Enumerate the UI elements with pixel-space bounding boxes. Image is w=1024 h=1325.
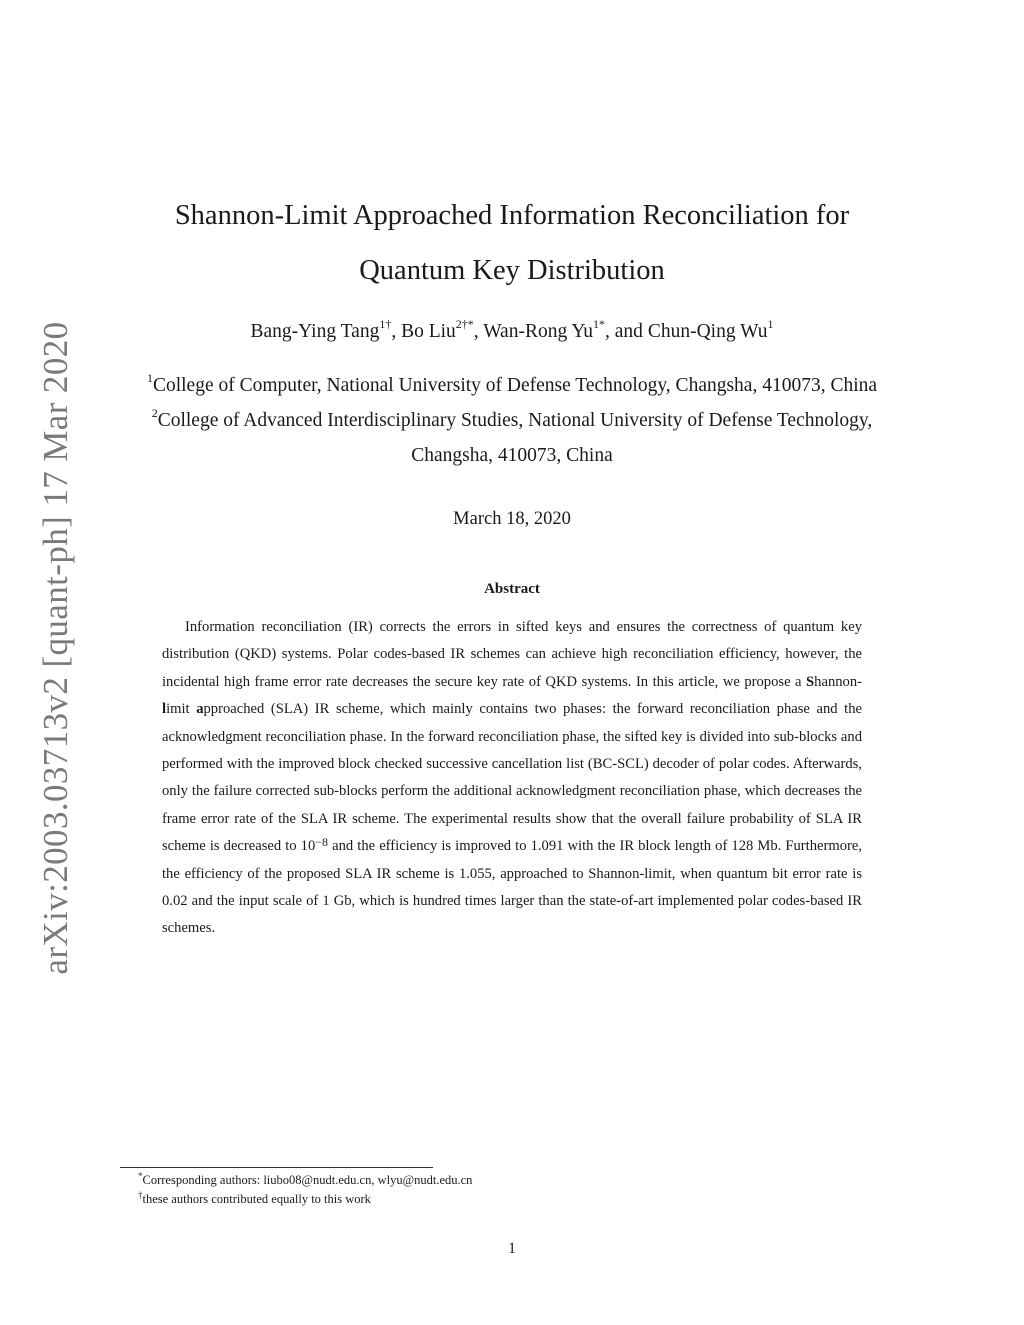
abstract-emphasis: S bbox=[806, 673, 815, 690]
abstract-heading: Abstract bbox=[484, 581, 540, 597]
affiliation-2-cont: Changsha, 410073, China bbox=[411, 445, 613, 466]
arxiv-stamp: arXiv:2003.03713v2 [quant-ph] 17 Mar 2020 bbox=[36, 321, 75, 975]
abstract-text: Information reconciliation (IR) corrects the errors in sifted keys and ensures the correctness of quantum key distribution (QKD) systems. Polar codes-based IR schemes can achieve high reconciliation efficiency, however, the incidental high frame error rate decreases the secure key rate of QKD systems. In this article, we propose a bbox=[162, 619, 862, 690]
paper-title-line2: Quantum Key Distribution bbox=[359, 255, 665, 286]
footnote-rule bbox=[120, 1167, 433, 1168]
paper-title-line1: Shannon-Limit Approached Information Reconciliation for bbox=[174, 200, 850, 231]
author-separator: , bbox=[391, 321, 402, 342]
abstract-emphasis: l bbox=[162, 701, 167, 718]
page-number: 1 bbox=[508, 1240, 516, 1257]
affiliation-text: College of Advanced Interdisciplinary Studies, National University of Defense Technology, bbox=[157, 410, 873, 431]
author-name: Chun-Qing Wu bbox=[647, 321, 768, 342]
footnote-corresponding bbox=[138, 1173, 472, 1188]
abstract-body bbox=[162, 614, 862, 943]
footnote-text: these authors contributed equally to this work bbox=[142, 1192, 371, 1206]
affiliation-mark: 2 bbox=[151, 406, 158, 420]
author-separator: , bbox=[473, 321, 484, 342]
author-affiliation-mark: 1† bbox=[379, 317, 392, 331]
abstract-text: and the efficiency is improved to 1.091 with the IR block length of 128 Mb. Furthermore, the efficiency of the proposed SLA IR scheme is 1.055, approached to Shannon-limit, when quantum bit error rate is 0.02 and the input scale of 1 Gb, which is hundred times larger than the state-of-art implemented polar codes-based IR schemes. bbox=[162, 838, 862, 937]
abstract-text: pproached (SLA) IR scheme, which mainly contains two phases: the forward reconciliation phase and the acknowledgment reconciliation phase. In the forward reconciliation phase, the sifted key is divided into sub-blocks and performed with the improved block checked successive cancellation list (BC-SCL) decoder of polar codes. Afterwards, only the failure corrected sub-blocks perform the additional acknowledgment reconciliation phase, which decreases the frame error rate of the SLA IR scheme. The experimental results show that the overall failure probability of SLA IR scheme is decreased to 10 bbox=[162, 701, 862, 855]
exponent: −8 bbox=[315, 835, 329, 850]
affiliation-text: College of Computer, National University of Defense Technology, Changsha, 410073, China bbox=[152, 375, 878, 396]
author-name: Wan-Rong Yu bbox=[483, 321, 594, 342]
footnote-mark: * bbox=[138, 1171, 143, 1181]
affiliation-1 bbox=[0, 371, 1024, 397]
author-affiliation-mark: 1* bbox=[593, 317, 606, 331]
abstract-emphasis: a bbox=[196, 701, 204, 718]
author-separator: , and bbox=[605, 321, 648, 342]
affiliation-2 bbox=[0, 406, 1024, 432]
footnote-mark: † bbox=[138, 1190, 143, 1200]
affiliation-mark: 1 bbox=[146, 371, 153, 385]
footnote-text: Corresponding authors: liubo08@nudt.edu.cn, wlyu@nudt.edu.cn bbox=[142, 1173, 473, 1187]
author-name: Bo Liu bbox=[401, 321, 456, 342]
abstract-text: imit bbox=[166, 701, 197, 718]
author-affiliation-mark: 2†* bbox=[455, 317, 474, 331]
author-list bbox=[0, 317, 1024, 343]
author-affiliation-mark: 1 bbox=[767, 317, 774, 331]
author-name: Bang-Ying Tang bbox=[250, 321, 380, 342]
paper-date: March 18, 2020 bbox=[453, 509, 571, 529]
footnote-equal-contribution bbox=[138, 1192, 371, 1207]
abstract-text: hannon- bbox=[814, 673, 862, 690]
